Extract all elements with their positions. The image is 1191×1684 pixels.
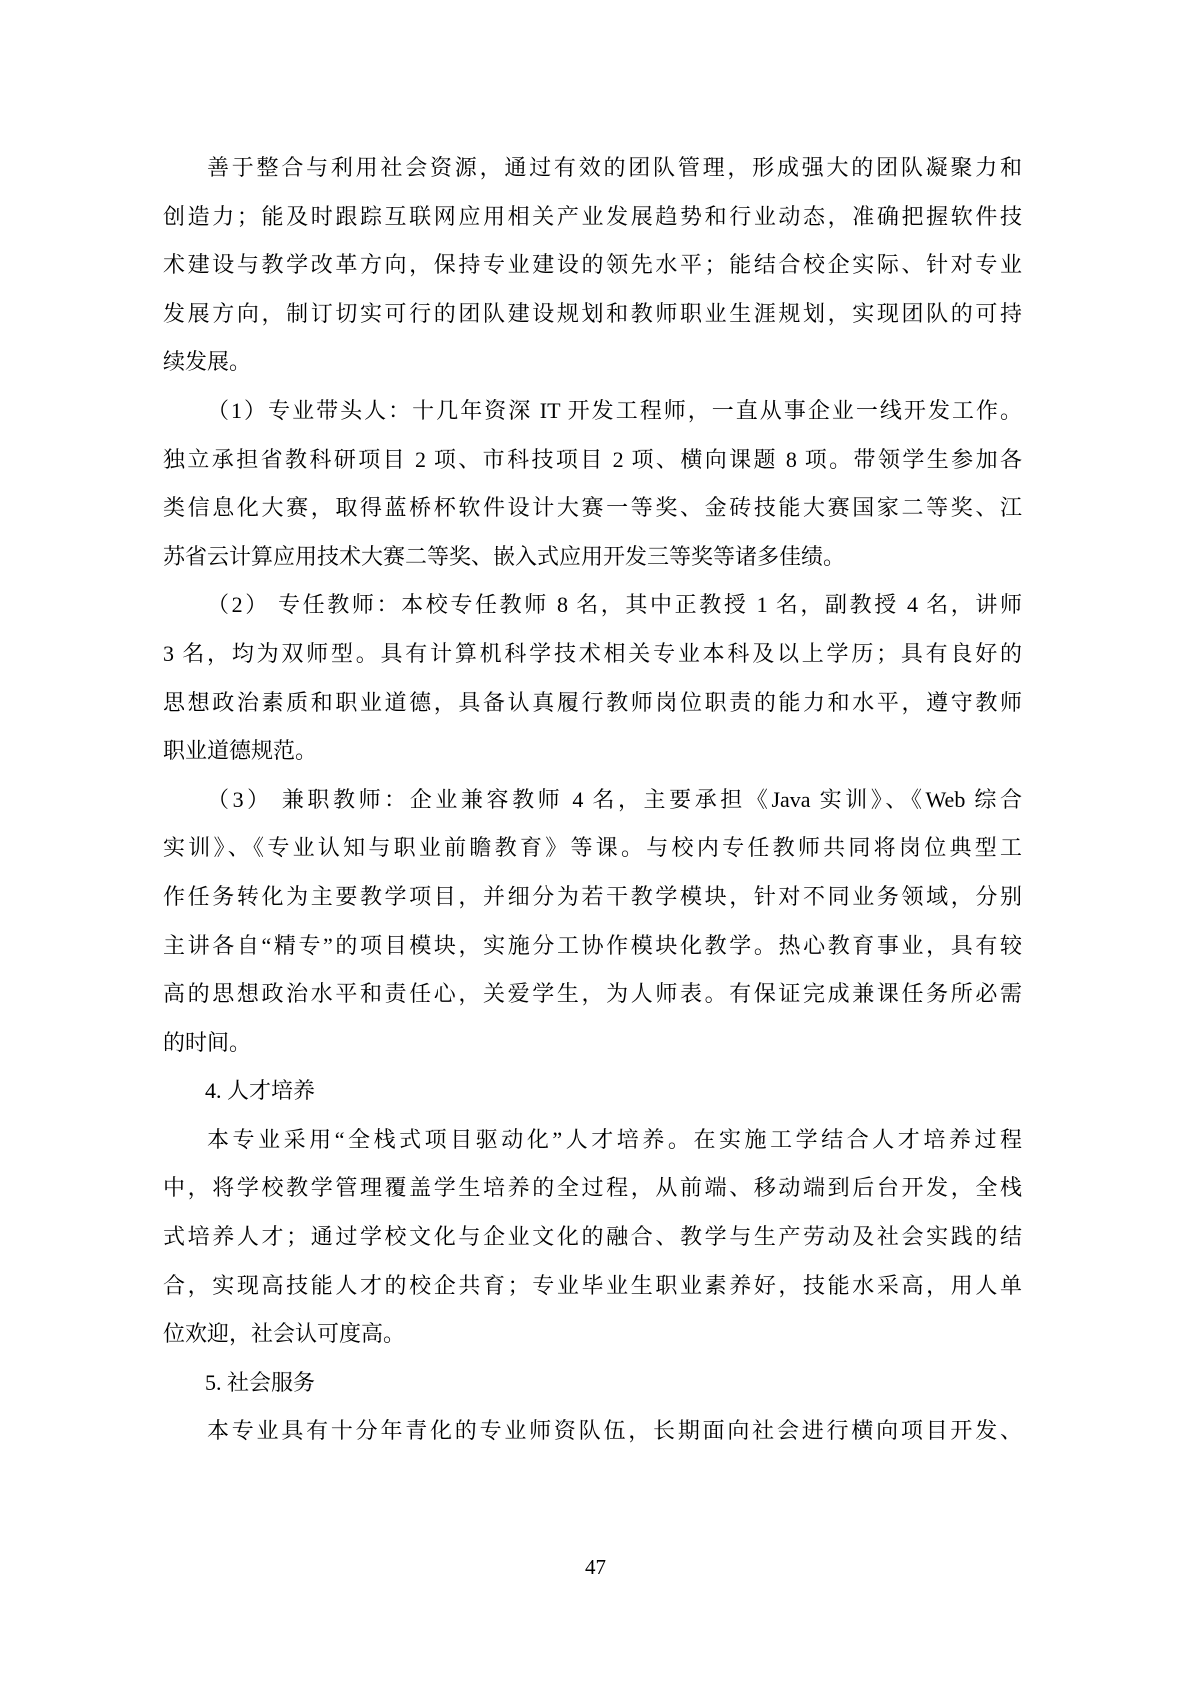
page-number: 47 [585, 1555, 606, 1579]
paragraph-line: 位欢迎，社会认可度高。 [163, 1321, 406, 1347]
page-footer [0, 1552, 1191, 1582]
paragraph-line: 发展方向，制订切实可行的团队建设规划和教师职业生涯规划，实现团队的可持 [163, 300, 1022, 326]
paragraph-line: 类信息化大赛，取得蓝桥杯软件设计大赛一等奖、金砖技能大赛国家二等奖、江 [163, 495, 1022, 521]
paragraph-line: 主讲各自“精专”的项目模块，实施分工协作模块化教学。热心教育事业，具有较 [163, 932, 1022, 958]
paragraph-line: （3） 兼职教师：企业兼容教师 4 名，主要承担《Java 实训》、《Web 综合 [207, 786, 1022, 812]
paragraph-line: 思想政治素质和职业道德，具备认真履行教师岗位职责的能力和水平，遵守教师 [163, 689, 1022, 715]
paragraph-line: 作任务转化为主要教学项目，并细分为若干教学模块，针对不同业务领域，分别 [163, 883, 1022, 909]
paragraph-line: 合，实现高技能人才的校企共育；专业毕业生职业素养好，技能水采高，用人单 [163, 1272, 1022, 1298]
paragraph-line: 职业道德规范。 [163, 738, 318, 764]
section-heading: 4. 人才培养 [205, 1078, 316, 1104]
page-body [163, 144, 1022, 1456]
paragraph-line: 中，将学校教学管理覆盖学生培养的全过程，从前端、移动端到后台开发，全栈 [163, 1175, 1022, 1201]
paragraph-line: 创造力；能及时跟踪互联网应用相关产业发展趋势和行业动态，准确把握软件技 [163, 203, 1022, 229]
paragraph-line: 术建设与教学改革方向，保持专业建设的领先水平；能结合校企实际、针对专业 [163, 252, 1022, 278]
paragraph-line: （2） 专任教师：本校专任教师 8 名，其中正教授 1 名，副教授 4 名，讲师 [207, 592, 1022, 618]
paragraph-line: 式培养人才；通过学校文化与企业文化的融合、教学与生产劳动及社会实践的结 [163, 1224, 1022, 1250]
paragraph-line: 苏省云计算应用技术大赛二等奖、嵌入式应用开发三等奖等诸多佳绩。 [163, 543, 846, 569]
paragraph-line: 续发展。 [163, 349, 252, 375]
section-heading: 5. 社会服务 [205, 1369, 316, 1395]
paragraph-line: 实训》、《专业认知与职业前瞻教育》等课。与校内专任教师共同将岗位典型工 [163, 835, 1022, 861]
paragraph-line: 本专业采用“全栈式项目驱动化”人才培养。在实施工学结合人才培养过程 [207, 1126, 1022, 1152]
paragraph-line: 独立承担省教科研项目 2 项、市科技项目 2 项、横向课题 8 项。带领学生参加各 [163, 446, 1022, 472]
paragraph-line: 善于整合与利用社会资源，通过有效的团队管理，形成强大的团队凝聚力和 [207, 155, 1022, 180]
paragraph-line: 的时间。 [163, 1029, 252, 1055]
paragraph-line: （1）专业带头人：十几年资深 IT 开发工程师，一直从事企业一线开发工作。 [207, 397, 1022, 423]
paragraph-line: 本专业具有十分年青化的专业师资队伍，长期面向社会进行横向项目开发、 [207, 1418, 1022, 1444]
paragraph-line: 高的思想政治水平和责任心，关爱学生，为人师表。有保证完成兼课任务所必需 [163, 981, 1022, 1007]
paragraph-line: 3 名，均为双师型。具有计算机科学技术相关专业本科及以上学历；具有良好的 [163, 640, 1022, 666]
